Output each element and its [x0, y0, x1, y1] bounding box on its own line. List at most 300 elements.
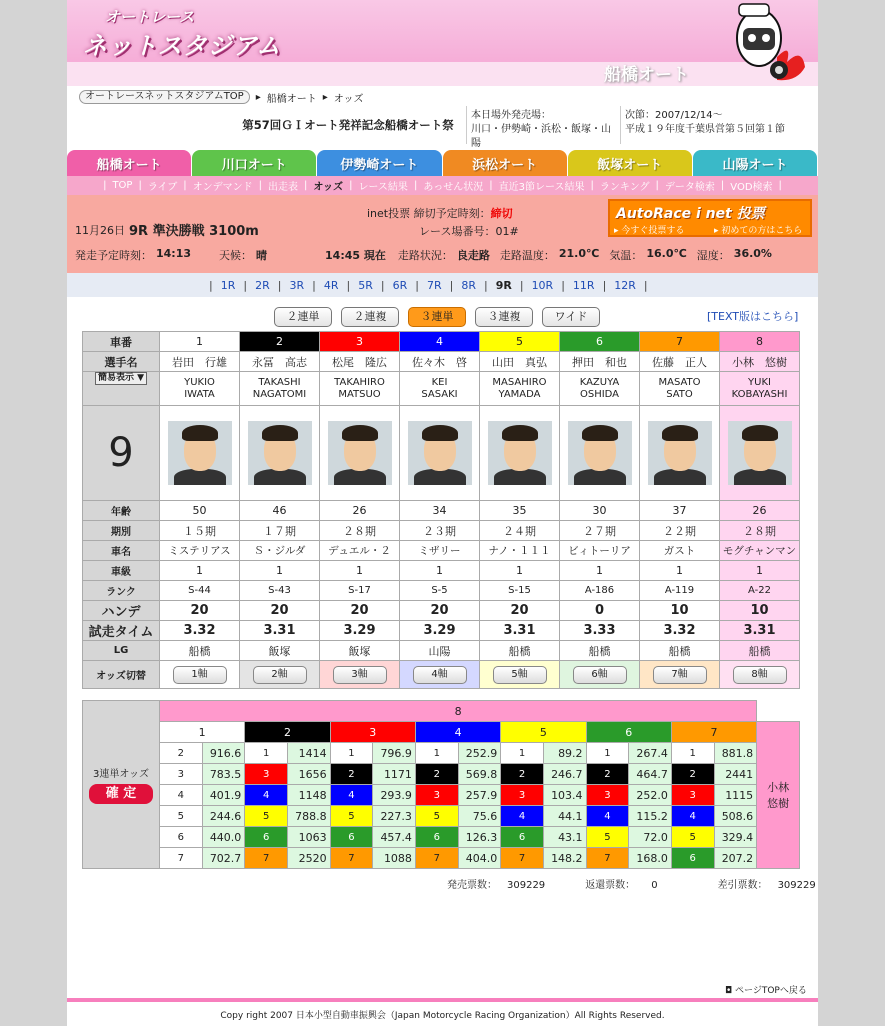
odds-title: 3連単オッズ [92, 769, 150, 780]
romaji-last: MATSUO [338, 388, 381, 400]
odds-value[interactable]: 207.2 [714, 848, 757, 869]
third-place-number: 6 [501, 827, 544, 848]
nav-separator: | [138, 180, 142, 191]
odds-value[interactable]: 796.9 [373, 743, 416, 764]
nav-separator: | [489, 180, 493, 191]
rider-cell: 26 [320, 501, 400, 521]
page-top-label: ページTOPへ戻る [735, 986, 807, 996]
rider-cell: ２２期 [640, 521, 720, 541]
rider-cell [720, 372, 800, 406]
rider-cell: 飯塚 [240, 641, 320, 661]
race-link[interactable]: 10R [531, 278, 554, 292]
axis-button[interactable]: 2軸 [253, 666, 307, 684]
event-info-bar [230, 106, 805, 149]
race-link[interactable]: 6R [392, 278, 408, 292]
humidity-value: 36.0% [733, 247, 772, 260]
rider-photo [168, 421, 232, 485]
odds-row [83, 848, 800, 869]
axis-button[interactable]: 4軸 [413, 666, 467, 684]
row-label: 年齢 [83, 501, 160, 521]
race-title: 9R 準決勝戦 3100m [129, 224, 259, 239]
offsite-sales [467, 106, 621, 149]
rider-cell: 20 [160, 601, 240, 621]
rider-cell: ２３期 [400, 521, 480, 541]
rider-cell: 0 [560, 601, 640, 621]
axis-button[interactable]: 7軸 [653, 666, 707, 684]
odds-value[interactable]: 783.5 [202, 764, 245, 785]
text-version-link[interactable]: [TEXT版はこちら] [707, 310, 799, 323]
race-link[interactable]: 1R [220, 278, 236, 292]
odds-value[interactable]: 244.6 [202, 806, 245, 827]
race-separator: | [484, 278, 488, 292]
venue-code-value: 01# [495, 225, 519, 238]
rider-cell: 20 [480, 601, 560, 621]
rider-cell: A-119 [640, 581, 720, 601]
page-top-link[interactable] [725, 983, 807, 996]
third-place-number: 4 [671, 806, 714, 827]
first-place-header: 2 [245, 722, 330, 743]
rider-row [83, 641, 800, 661]
odds-value[interactable]: 267.4 [629, 743, 672, 764]
rider-cell: A-22 [720, 581, 800, 601]
rider-cell [240, 406, 320, 501]
start-label: 発走予定時刻： [75, 249, 152, 262]
race-date: 11月26日 [75, 224, 125, 237]
rider-cell [640, 661, 720, 689]
subnav-item[interactable]: VOD検索 [730, 182, 773, 193]
rider-cell: ビィトーリア [560, 541, 640, 561]
inet-vote-title: AutoRace i net 投票 [616, 206, 765, 222]
rider-cell: S-44 [160, 581, 240, 601]
subnav-item[interactable]: データ検索 [664, 182, 715, 193]
venue-title: 船橋オート [604, 65, 689, 85]
rider-cell: 3.31 [240, 621, 320, 641]
display-mode-select[interactable] [95, 372, 147, 385]
rider-cell [480, 372, 560, 406]
sales-label: 本日場外発売場： [471, 110, 551, 121]
race-link[interactable]: 8R [461, 278, 476, 292]
confirmed-badge: 確 定 [89, 784, 153, 804]
odds-value[interactable]: 168.0 [629, 848, 672, 869]
odds-value[interactable]: 788.8 [287, 806, 330, 827]
odds-value[interactable]: 2441 [714, 764, 757, 785]
rider-cell: S-5 [400, 581, 480, 601]
odds-value[interactable]: 464.7 [629, 764, 672, 785]
rider-cell: 30 [560, 501, 640, 521]
odds-value[interactable]: 252.9 [458, 743, 501, 764]
odds-value[interactable]: 1171 [373, 764, 416, 785]
net-value: 309229 [777, 880, 816, 891]
rider-cell: 小林 悠樹 [720, 352, 800, 372]
subnav-item[interactable]: ライブ [147, 182, 178, 193]
odds-value[interactable]: 257.9 [458, 785, 501, 806]
subnav-item[interactable]: あっせん状況 [423, 182, 484, 193]
breadcrumb-arrow-icon: ▸ [255, 91, 261, 103]
rider-cell: 1 [720, 561, 800, 581]
romaji-first: MASATO [658, 376, 701, 388]
track-temp-value: 21.0℃ [558, 247, 600, 260]
venue-tab[interactable]: 川口オート [192, 150, 316, 176]
rider-cell: ガスト [640, 541, 720, 561]
refund-label: 返還票数： [585, 880, 636, 891]
rider-cell: 5 [480, 332, 560, 352]
site-logo[interactable]: ネットスタジアム [83, 32, 282, 60]
odds-first-row [83, 722, 800, 743]
third-place-number: 3 [245, 764, 288, 785]
temp-label: 気温： [609, 249, 643, 262]
rider-cell: 1 [160, 332, 240, 352]
romaji-last: SASAKI [421, 388, 458, 400]
odds-value[interactable]: 702.7 [202, 848, 245, 869]
dropdown-arrow-icon: ▼ [133, 373, 145, 383]
rider-cell: A-186 [560, 581, 640, 601]
odds-value[interactable]: 881.8 [714, 743, 757, 764]
odds-value[interactable]: 508.6 [714, 806, 757, 827]
third-place-number: 6 [160, 827, 203, 848]
inet-status: 締切 [490, 207, 513, 220]
rider-cell [240, 372, 320, 406]
odds-value[interactable]: 1088 [373, 848, 416, 869]
third-place-number: 7 [415, 848, 458, 869]
odds-table [82, 700, 800, 869]
odds-value[interactable]: 89.2 [543, 743, 586, 764]
third-place-number: 2 [415, 764, 458, 785]
rider-photo [488, 421, 552, 485]
subnav-item[interactable]: レース結果 [358, 182, 408, 193]
first-place-header: 3 [330, 722, 415, 743]
subnav-item[interactable]: オッズ [313, 182, 344, 193]
rider-cell [240, 661, 320, 689]
third-place-number: 4 [330, 785, 373, 806]
sold-label: 発売票数： [447, 880, 497, 891]
rider-row [83, 601, 800, 621]
row-label: ハンデ [83, 601, 160, 621]
breadcrumb [79, 90, 363, 104]
romaji-first: YUKIO [184, 376, 215, 388]
nav-separator: | [413, 180, 418, 191]
third-place-number: 1 [330, 743, 373, 764]
third-place-number: 3 [160, 764, 203, 785]
rider-row [83, 372, 800, 406]
sold-value: 309229 [507, 880, 546, 891]
rider-row [83, 521, 800, 541]
odds-value[interactable]: 916.6 [202, 743, 245, 764]
odds-row [83, 827, 800, 848]
rider-cell: 8 [720, 332, 800, 352]
venue-tab[interactable]: 船橋オート [67, 150, 191, 176]
rider-cell: 1 [480, 561, 560, 581]
nav-separator: | [349, 180, 353, 191]
third-place-number: 6 [671, 848, 714, 869]
subnav-item[interactable]: 直近3節レース結果 [498, 182, 585, 193]
breadcrumb-arrow-icon: ▸ [322, 91, 328, 103]
odds-value[interactable]: 246.7 [543, 764, 586, 785]
odds-value[interactable]: 293.9 [373, 785, 416, 806]
rider-cell: 岩田 行雄 [160, 352, 240, 372]
odds-value[interactable]: 148.2 [543, 848, 586, 869]
rider-cell: ２７期 [560, 521, 640, 541]
rider-row [83, 501, 800, 521]
odds-value[interactable]: 43.1 [543, 827, 586, 848]
venue-tab[interactable]: 飯塚オート [568, 150, 692, 176]
third-place-number: 7 [586, 848, 629, 869]
inet-vote-banner[interactable] [608, 199, 812, 237]
odds-value[interactable]: 404.0 [458, 848, 501, 869]
romaji-last: IWATA [184, 388, 215, 400]
race-separator: | [643, 278, 648, 292]
axis-button[interactable]: 8軸 [733, 666, 787, 684]
odds-value[interactable]: 103.4 [543, 785, 586, 806]
next-meet [621, 106, 805, 144]
breadcrumb-current: オッズ [333, 93, 364, 105]
bet-type-button[interactable]: ２連複 [341, 307, 399, 327]
romaji-first: TAKAHIRO [334, 376, 385, 388]
race-link[interactable]: 9R [495, 278, 512, 292]
rider-cell: 山田 真弘 [480, 352, 560, 372]
axis-button[interactable]: 6軸 [573, 666, 627, 684]
romaji-last: YAMADA [498, 388, 541, 400]
odds-value[interactable]: 401.9 [202, 785, 245, 806]
rider-cell: ミザリー [400, 541, 480, 561]
third-place-number: 5 [245, 806, 288, 827]
site-header [67, 0, 818, 86]
venue-tab[interactable]: 浜松オート [443, 150, 567, 176]
odds-row [83, 743, 800, 764]
start-time: 14:13 [156, 247, 192, 260]
rider-cell: 山陽 [400, 641, 480, 661]
rider-cell: デュエル・２ [320, 541, 400, 561]
row-label: 試走タイム [83, 621, 160, 641]
romaji-last: KOBAYASHI [731, 388, 788, 400]
rider-photo [408, 421, 472, 485]
odds-row [83, 806, 800, 827]
current-time: 14:45 現在 [325, 249, 386, 262]
rider-cell [400, 406, 480, 501]
first-place-header: 6 [586, 722, 671, 743]
bet-type-buttons [274, 307, 600, 327]
axis-button[interactable]: 3軸 [333, 666, 387, 684]
third-place-number: 3 [501, 785, 544, 806]
rider-cell: 35 [480, 501, 560, 521]
track-temp-label: 走路温度： [499, 249, 555, 262]
bet-type-button[interactable]: ワイド [542, 307, 600, 327]
rider-cell [560, 372, 640, 406]
nav-separator: | [720, 180, 725, 191]
rider-cell: ２８期 [720, 521, 800, 541]
nav-separator: | [778, 180, 782, 191]
third-place-number: 6 [245, 827, 288, 848]
rider-cell: Ｓ・ジルダ [240, 541, 320, 561]
romaji-last: SATO [666, 388, 693, 400]
weather-value: 晴 [256, 249, 268, 262]
odds-value[interactable]: 227.3 [373, 806, 416, 827]
rider-cell: S-17 [320, 581, 400, 601]
rider-cell: 20 [320, 601, 400, 621]
rider-cell: 1 [160, 561, 240, 581]
romaji-first: TAKASHI [258, 376, 301, 388]
odds-value[interactable]: 440.0 [202, 827, 245, 848]
third-place-number: 7 [245, 848, 288, 869]
odds-value[interactable]: 1414 [287, 743, 330, 764]
odds-value[interactable]: 1148 [287, 785, 330, 806]
odds-value[interactable]: 1063 [287, 827, 330, 848]
rider-cell: 50 [160, 501, 240, 521]
odds-value[interactable]: 1115 [714, 785, 757, 806]
odds-value[interactable]: 329.4 [714, 827, 757, 848]
rider-cell [480, 661, 560, 689]
third-place-number: 6 [330, 827, 373, 848]
row-label: オッズ切替 [83, 661, 160, 689]
rider-cell: 10 [720, 601, 800, 621]
rider-cell: 3.31 [720, 621, 800, 641]
rider-photo [248, 421, 312, 485]
venue-tab[interactable]: 伊勢崎オート [317, 150, 441, 176]
race-number-bar [67, 273, 818, 297]
rider-cell: 船橋 [160, 641, 240, 661]
venue-tabs [67, 150, 818, 176]
scratched-rider: 小林 悠樹 [757, 722, 800, 869]
rider-cell: 3.32 [640, 621, 720, 641]
odds-value[interactable]: 2520 [287, 848, 330, 869]
breadcrumb-home[interactable]: オートレースネットスタジアムTOP [79, 90, 250, 104]
rider-cell: 34 [400, 501, 480, 521]
race-separator: | [346, 278, 351, 292]
track-value: 良走路 [456, 249, 490, 262]
rider-cell [560, 406, 640, 501]
subnav-item[interactable]: ランキング [599, 182, 650, 193]
romaji-first: KEI [431, 376, 448, 388]
third-place-number: 7 [330, 848, 373, 869]
romaji-last: NAGATOMI [252, 388, 307, 400]
rider-cell: 3.29 [320, 621, 400, 641]
third-place-number: 4 [245, 785, 288, 806]
site-logo-top[interactable]: オートレース [105, 8, 195, 26]
rider-row [83, 581, 800, 601]
rider-cell [160, 372, 240, 406]
race-separator: | [312, 278, 316, 292]
third-place-number: 3 [586, 785, 629, 806]
sub-navigation [67, 176, 818, 195]
subnav-item[interactable]: オンデマンド [192, 182, 253, 193]
ticket-totals [437, 876, 826, 891]
vote-now-link[interactable]: ▸ 今すぐ投票する [614, 226, 685, 236]
third-place-number: 5 [160, 806, 203, 827]
rider-cell: 3.31 [480, 621, 560, 641]
rider-cell: 3.32 [160, 621, 240, 641]
third-place-number: 1 [671, 743, 714, 764]
odds-value[interactable]: 44.1 [543, 806, 586, 827]
rider-row [83, 661, 800, 689]
rider-cell: 1 [400, 561, 480, 581]
rider-cell [160, 661, 240, 689]
rider-cell: 松尾 隆広 [320, 352, 400, 372]
odds-value[interactable]: 126.3 [458, 827, 501, 848]
subnav-item[interactable]: 出走表 [267, 182, 298, 193]
rider-cell [720, 406, 800, 501]
odds-value[interactable]: 569.8 [458, 764, 501, 785]
race-link[interactable]: 11R [572, 278, 595, 292]
rider-cell: 7 [640, 332, 720, 352]
third-place-number: 5 [330, 806, 373, 827]
rider-cell: 3.33 [560, 621, 640, 641]
race-link[interactable]: 3R [289, 278, 305, 292]
odds-value[interactable]: 115.2 [629, 806, 672, 827]
temp-value: 16.0℃ [646, 247, 687, 260]
vote-now-label: 今すぐ投票する [621, 226, 685, 236]
race-separator: | [519, 278, 524, 292]
breadcrumb-venue[interactable]: 船橋オート [266, 93, 317, 105]
humidity-label: 湿度： [696, 249, 730, 262]
rider-cell [160, 406, 240, 501]
race-link[interactable]: 4R [323, 278, 339, 292]
axis-button[interactable]: 1軸 [173, 666, 227, 684]
axis-button[interactable]: 5軸 [493, 666, 547, 684]
inet-deadline [367, 205, 513, 221]
footer-divider [67, 998, 818, 1002]
rider-cell: 船橋 [480, 641, 560, 661]
third-place-number: 3 [671, 785, 714, 806]
odds-side-label [83, 701, 160, 869]
rider-row [83, 332, 800, 352]
third-place-number: 2 [501, 764, 544, 785]
race-separator: | [449, 278, 454, 292]
venue-code [419, 223, 519, 239]
row-label: 車級 [83, 561, 160, 581]
rider-cell: 船橋 [640, 641, 720, 661]
header-stripe [67, 62, 818, 86]
rider-cell: 飯塚 [320, 641, 400, 661]
race-link[interactable]: 5R [358, 278, 373, 292]
rider-cell: ミステリアス [160, 541, 240, 561]
venue-tab[interactable]: 山陽オート [693, 150, 817, 176]
odds-value[interactable]: 75.6 [458, 806, 501, 827]
row-label: 車番 [83, 332, 160, 352]
up-arrow-icon: ◘ [725, 986, 733, 996]
third-place-number: 4 [160, 785, 203, 806]
rider-photo [328, 421, 392, 485]
subnav-item[interactable]: TOP [112, 180, 133, 191]
rider-cell: 押田 和也 [560, 352, 640, 372]
third-place-number: 7 [501, 848, 544, 869]
rider-cell [640, 372, 720, 406]
rider-cell: 26 [720, 501, 800, 521]
rider-cell [640, 406, 720, 501]
third-place-number: 2 [330, 764, 373, 785]
third-place-number: 5 [671, 827, 714, 848]
race-link[interactable]: 7R [426, 278, 442, 292]
odds-value[interactable]: 72.0 [629, 827, 672, 848]
bet-type-button[interactable]: ２連単 [274, 307, 332, 327]
odds-value[interactable]: 252.0 [629, 785, 672, 806]
rider-cell: 4 [400, 332, 480, 352]
third-place-number: 3 [415, 785, 458, 806]
next-meet-name: 平成１９年度千葉県営第５回第１節 [625, 124, 785, 135]
race-link[interactable]: 12R [614, 278, 636, 292]
mascot-icon [717, 2, 812, 84]
venue-code-label: レース場番号： [419, 225, 496, 238]
rider-cell: 37 [640, 501, 720, 521]
first-time-link[interactable]: ▸ 初めての方はこちら [714, 226, 803, 236]
race-number: 9 [83, 406, 160, 501]
bet-type-button[interactable]: ３連単 [408, 307, 466, 327]
nav-separator: | [655, 180, 659, 191]
rider-row [83, 406, 800, 501]
odds-value[interactable]: 1656 [287, 764, 330, 785]
row-label: 期別 [83, 521, 160, 541]
odds-value[interactable]: 457.4 [373, 827, 416, 848]
race-link[interactable]: 2R [255, 278, 270, 292]
bet-type-button[interactable]: ３連複 [475, 307, 533, 327]
